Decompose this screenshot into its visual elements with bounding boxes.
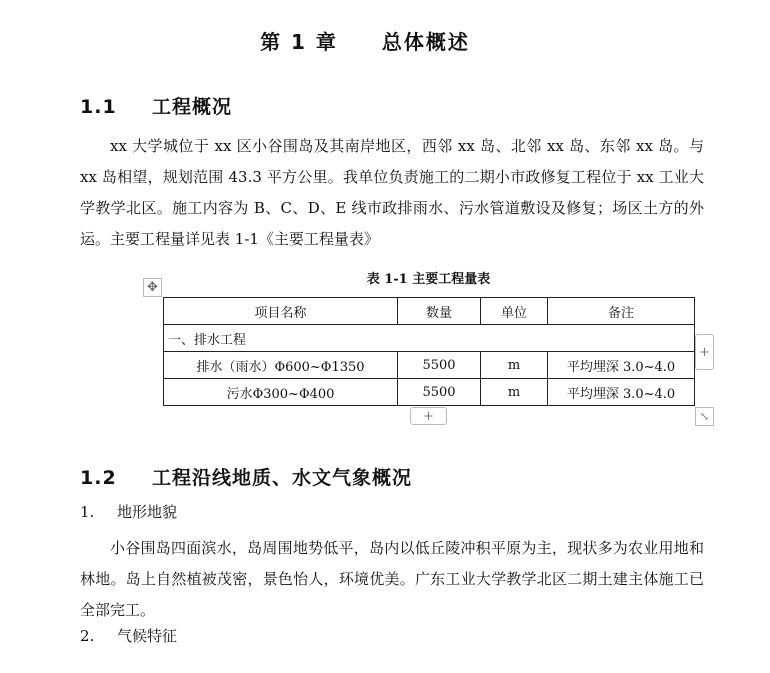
section-heading-1-1	[80, 92, 232, 119]
table-cell: m	[481, 379, 548, 406]
section-heading-1-2	[80, 463, 412, 490]
table-cell: 平均埋深 3.0~4.0	[548, 379, 695, 406]
table-move-handle-icon[interactable]: ✥	[143, 278, 162, 297]
quantities-table	[163, 297, 695, 406]
chapter-title: 总体概述	[381, 30, 470, 54]
table-header-cell: 数量	[398, 298, 481, 325]
table-row	[164, 379, 695, 406]
table-cell: 5500	[398, 379, 481, 406]
add-row-button[interactable]: +	[410, 407, 447, 425]
table-cell: 平均埋深 3.0~4.0	[548, 352, 695, 379]
table-caption: 表 1-1 主要工程量表	[366, 272, 491, 287]
list-item-number: 2.	[80, 627, 95, 645]
chapter-number: 第 1 章	[260, 30, 338, 54]
list-item-terrain	[80, 497, 704, 528]
table-cell: 5500	[398, 352, 481, 379]
table-header-cell: 项目名称	[164, 298, 398, 325]
table-row	[164, 352, 695, 379]
list-item-climate	[80, 621, 704, 652]
table-group-cell: 一、排水工程	[164, 325, 695, 352]
list-item-number: 1.	[80, 503, 95, 521]
project-overview-paragraph: xx 大学城位于 xx 区小谷围岛及其南岸地区，西邻 xx 岛、北邻 xx 岛、东邻 xx 岛。与 xx 岛相望，规划范围 43.3 平方公里。我单位负责施工的二期小市政修复工程位于 xx 工业大学教学北区。施工内容为 B、C、D、E 线市政排雨水、污水管道敷设及修复；场区土方的外运。主要工程量详见表 1-1《主要工程量表》	[80, 137, 704, 248]
add-column-button[interactable]: +	[695, 334, 714, 370]
section-title: 工程沿线地质、水文气象概况	[152, 467, 413, 489]
table-header-cell: 单位	[481, 298, 548, 325]
table-header-cell: 备注	[548, 298, 695, 325]
table-cell: m	[481, 352, 548, 379]
section-title: 工程概况	[152, 96, 233, 118]
list-item-title: 地形地貌	[117, 503, 178, 521]
table-resize-icon[interactable]: ⤡	[695, 407, 714, 426]
table-cell: 污水Φ300~Φ400	[164, 379, 398, 406]
section-number: 1.1	[80, 96, 117, 118]
chapter-heading	[0, 26, 730, 55]
table-header-row	[164, 298, 695, 325]
list-item-title: 气候特征	[117, 627, 178, 645]
table-cell: 排水（雨水）Φ600~Φ1350	[164, 352, 398, 379]
terrain-paragraph: 小谷围岛四面滨水，岛周围地势低平，岛内以低丘陵冲积平原为主，现状多为农业用地和林地。岛上自然植被茂密，景色怡人，环境优美。广东工业大学教学北区二期土建主体施工已全部完工。	[80, 539, 704, 619]
table-group-row	[164, 325, 695, 352]
section-number: 1.2	[80, 467, 117, 489]
